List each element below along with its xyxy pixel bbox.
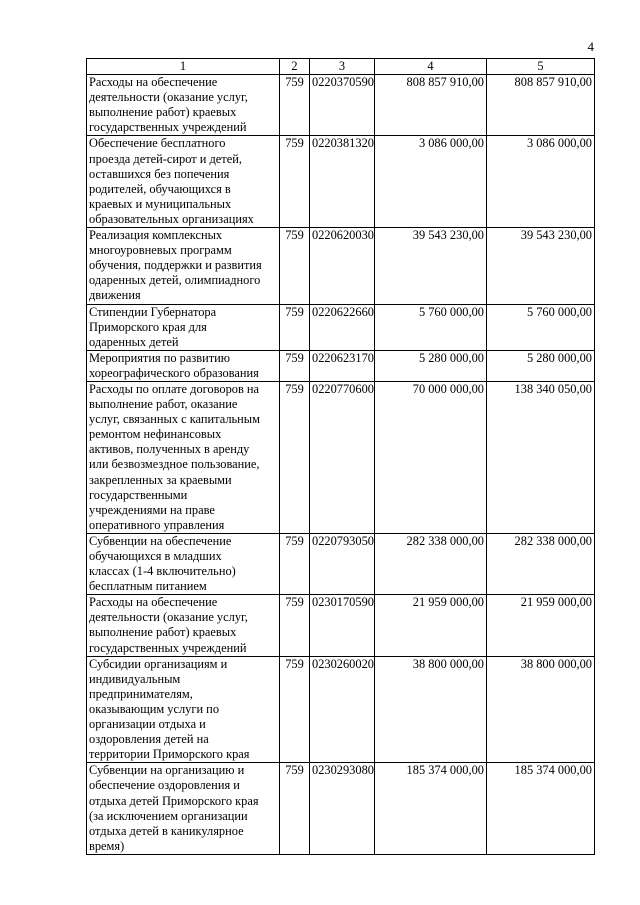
target-article-code-cell: 0220622660 xyxy=(310,304,375,350)
column-header-4: 4 xyxy=(375,59,487,75)
expense-name-cell xyxy=(87,228,280,304)
expense-name-line: Субвенции на обеспечение xyxy=(89,533,232,548)
target-article-code-cell: 0230260020 xyxy=(310,656,375,763)
expense-name-line: Субвенции на организацию и xyxy=(89,763,245,778)
budget-table xyxy=(86,58,595,855)
department-code-cell: 759 xyxy=(280,304,310,350)
expense-name-line: территории Приморского края xyxy=(89,747,250,762)
expense-name-line: организации отдыха и xyxy=(89,717,206,732)
expense-name-line: обучения, поддержки и развития xyxy=(89,258,262,273)
expense-name-line: краевых и муниципальных xyxy=(89,196,232,211)
table-row xyxy=(87,75,595,136)
expense-name-line: Реализация комплексных xyxy=(89,228,223,243)
expense-name-line: классах (1-4 включительно) xyxy=(89,564,236,579)
amount-column-5-cell: 3 086 000,00 xyxy=(487,136,595,228)
target-article-code-cell: 0220793050 xyxy=(310,533,375,594)
amount-column-5-cell: 808 857 910,00 xyxy=(487,75,595,136)
expense-name-line: Приморского края для xyxy=(89,319,207,334)
expense-name-line: государственными xyxy=(89,487,188,502)
expense-name-line: Субсидии организациям и xyxy=(89,656,228,671)
expense-name-line: выполнение работ) краевых xyxy=(89,105,237,120)
expense-name-line: деятельности (оказание услуг, xyxy=(89,610,248,625)
expense-name-line: оставшихся без попечения xyxy=(89,166,230,181)
expense-name-line: хореографического образования xyxy=(89,365,259,380)
page-number: 4 xyxy=(587,39,594,54)
amount-column-5-cell: 282 338 000,00 xyxy=(487,533,595,594)
column-header-5: 5 xyxy=(487,59,595,75)
amount-column-4-cell: 5 760 000,00 xyxy=(375,304,487,350)
expense-name-cell xyxy=(87,350,280,381)
amount-column-4-cell: 39 543 230,00 xyxy=(375,228,487,304)
amount-column-4-cell: 5 280 000,00 xyxy=(375,350,487,381)
amount-column-4-cell: 38 800 000,00 xyxy=(375,656,487,763)
expense-name-line: оперативного управления xyxy=(89,517,225,532)
target-article-code-cell: 0220381320 xyxy=(310,136,375,228)
amount-column-4-cell: 70 000 000,00 xyxy=(375,381,487,533)
expense-name-line: отдыха детей Приморского края xyxy=(89,793,259,808)
expense-name-line: ремонтом нефинансовых xyxy=(89,427,222,442)
expense-name-line: закрепленных за краевыми xyxy=(89,472,232,487)
expense-name-line: оздоровления детей на xyxy=(89,732,209,747)
expense-name-line: активов, полученных в аренду xyxy=(89,442,250,457)
target-article-code-cell: 0230293080 xyxy=(310,763,375,855)
column-header-3: 3 xyxy=(310,59,375,75)
expense-name-line: или безвозмездное пользование, xyxy=(89,457,260,472)
target-article-code-cell: 0220620030 xyxy=(310,228,375,304)
amount-column-5-cell: 5 280 000,00 xyxy=(487,350,595,381)
table-row xyxy=(87,763,595,855)
amount-column-5-cell: 21 959 000,00 xyxy=(487,595,595,656)
amount-column-4-cell: 282 338 000,00 xyxy=(375,533,487,594)
department-code-cell: 759 xyxy=(280,533,310,594)
expense-name-line: Расходы на обеспечение xyxy=(89,595,218,610)
expense-name-line: учреждениями на праве xyxy=(89,502,215,517)
expense-name-line: выполнение работ, оказание xyxy=(89,397,238,412)
amount-column-4-cell: 21 959 000,00 xyxy=(375,595,487,656)
department-code-cell: 759 xyxy=(280,228,310,304)
expense-name-line: предпринимателям, xyxy=(89,686,193,701)
expense-name-line: бесплатным питанием xyxy=(89,579,207,594)
expense-name-line: государственных учреждений xyxy=(89,640,247,655)
expense-name-line: обучающихся в младших xyxy=(89,549,222,563)
expense-name-line: одаренных детей xyxy=(89,334,179,349)
expense-name-line: Расходы на обеспечение xyxy=(89,75,218,90)
expense-name-line: отдыха детей в каникулярное xyxy=(89,823,244,838)
expense-name-line: оказывающим услуги по xyxy=(89,701,220,716)
table-body xyxy=(87,75,595,855)
table-row xyxy=(87,304,595,350)
table-row xyxy=(87,136,595,228)
department-code-cell: 759 xyxy=(280,136,310,228)
table-header-row xyxy=(87,59,595,75)
target-article-code-cell: 0220623170 xyxy=(310,350,375,381)
expense-name-line: индивидуальным xyxy=(89,671,181,686)
expense-name-line: многоуровневых программ xyxy=(89,243,232,258)
amount-column-5-cell: 39 543 230,00 xyxy=(487,228,595,304)
expense-name-line: родителей, обучающихся в xyxy=(89,181,231,196)
expense-name-line: проезда детей-сирот и детей, xyxy=(89,151,242,166)
target-article-code-cell: 0230170590 xyxy=(310,595,375,656)
department-code-cell: 759 xyxy=(280,656,310,763)
expense-name-cell xyxy=(87,533,280,594)
target-article-code-cell: 0220770600 xyxy=(310,381,375,533)
column-header-2: 2 xyxy=(280,59,310,75)
department-code-cell: 759 xyxy=(280,595,310,656)
column-header-1: 1 xyxy=(87,59,280,75)
table-row xyxy=(87,381,595,533)
department-code-cell: 759 xyxy=(280,350,310,381)
expense-name-line: выполнение работ) краевых xyxy=(89,625,237,640)
table-row xyxy=(87,533,595,594)
table-row xyxy=(87,595,595,656)
table-row xyxy=(87,228,595,304)
expense-name-line: обеспечение оздоровления и xyxy=(89,778,240,793)
department-code-cell: 759 xyxy=(280,381,310,533)
amount-column-4-cell: 3 086 000,00 xyxy=(375,136,487,228)
expense-name-cell xyxy=(87,656,280,763)
expense-name-line: движения xyxy=(89,288,141,303)
expense-name-line: одаренных детей, олимпиадного xyxy=(89,273,261,288)
expense-name-cell xyxy=(87,75,280,136)
expense-name-cell xyxy=(87,136,280,228)
expense-name-line: Обеспечение бесплатного xyxy=(89,136,226,151)
expense-name-line: Стипендии Губернатора xyxy=(89,304,217,319)
department-code-cell: 759 xyxy=(280,75,310,136)
expense-name-cell xyxy=(87,763,280,855)
department-code-cell: 759 xyxy=(280,763,310,855)
expense-name-line: образовательных организациях xyxy=(89,211,254,226)
expense-name-line: государственных учреждений xyxy=(89,120,247,135)
amount-column-4-cell: 808 857 910,00 xyxy=(375,75,487,136)
amount-column-5-cell: 185 374 000,00 xyxy=(487,763,595,855)
expense-name-cell xyxy=(87,304,280,350)
amount-column-5-cell: 138 340 050,00 xyxy=(487,381,595,533)
expense-name-line: (за исключением организации xyxy=(89,808,248,823)
amount-column-4-cell: 185 374 000,00 xyxy=(375,763,487,855)
expense-name-line: Мероприятия по развитию xyxy=(89,350,231,365)
expense-name-line: время) xyxy=(89,838,125,853)
table-row xyxy=(87,656,595,763)
expense-name-line: Расходы по оплате договоров на xyxy=(89,381,260,396)
amount-column-5-cell: 5 760 000,00 xyxy=(487,304,595,350)
expense-name-line: деятельности (оказание услуг, xyxy=(89,90,248,105)
amount-column-5-cell: 38 800 000,00 xyxy=(487,656,595,763)
target-article-code-cell: 0220370590 xyxy=(310,75,375,136)
expense-name-cell xyxy=(87,381,280,533)
expense-name-cell xyxy=(87,595,280,656)
expense-name-line: услуг, связанных с капитальным xyxy=(89,412,260,427)
table-row xyxy=(87,350,595,381)
